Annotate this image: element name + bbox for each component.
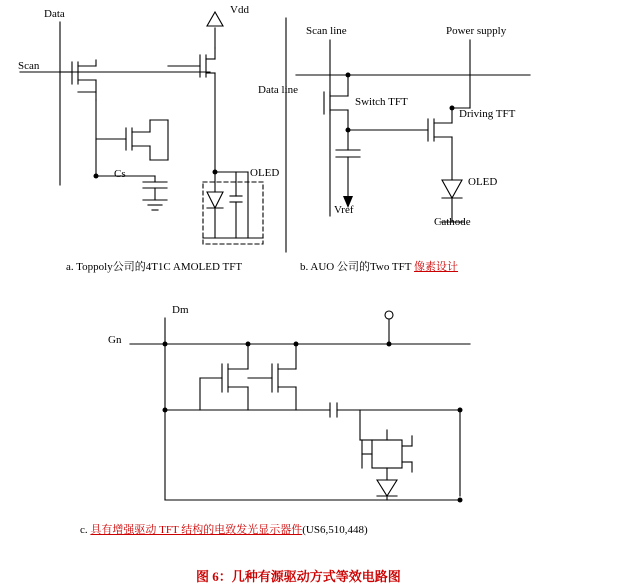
panel-b-oled-label: OLED [468, 176, 498, 188]
panel-a-cs-label: Cs [114, 168, 126, 180]
panel-a-scan-label: Scan [18, 60, 40, 72]
panel-c-dm-label: Dm [172, 304, 189, 316]
panel-b-driving-tft-label: Driving TFT [459, 108, 516, 120]
panel-b-data-line-label: Data line [258, 84, 299, 96]
panel-b-switch-tft-label: Switch TFT [355, 96, 408, 108]
panel-c-caption-red[interactable]: 具有增强驱动 TFT 结构的电致发光显示器件 [90, 524, 303, 536]
panel-c-caption-prefix: c. [80, 524, 91, 536]
panel-b-cathode-label: Cathode [434, 216, 471, 228]
panel-b-caption-black: b. AUO 公司的Two TFT [300, 261, 415, 273]
panel-c-caption [80, 521, 368, 537]
panel-a-caption: a. Toppoly公司的4T1C AMOLED TFT [66, 261, 243, 273]
panel-c-gn-label: Gn [108, 334, 122, 346]
panel-b-scan-line-label: Scan line [306, 25, 347, 37]
panel-b-power-supply-label: Power supply [446, 25, 507, 37]
figure-title: 图 6：几种有源驱动方式等效电路图 [196, 569, 401, 584]
panel-a-oled-label: OLED [250, 167, 280, 179]
panel-c-caption-black: (US6,510,448) [302, 524, 368, 536]
panel-a-vdd-label: Vdd [230, 4, 249, 16]
panel-b-vref-label: Vref [334, 204, 354, 216]
panel-a-data-label: Data [44, 8, 65, 20]
panel-b-caption-red[interactable]: 像素设计 [414, 261, 459, 273]
panel-b-caption [300, 258, 458, 274]
